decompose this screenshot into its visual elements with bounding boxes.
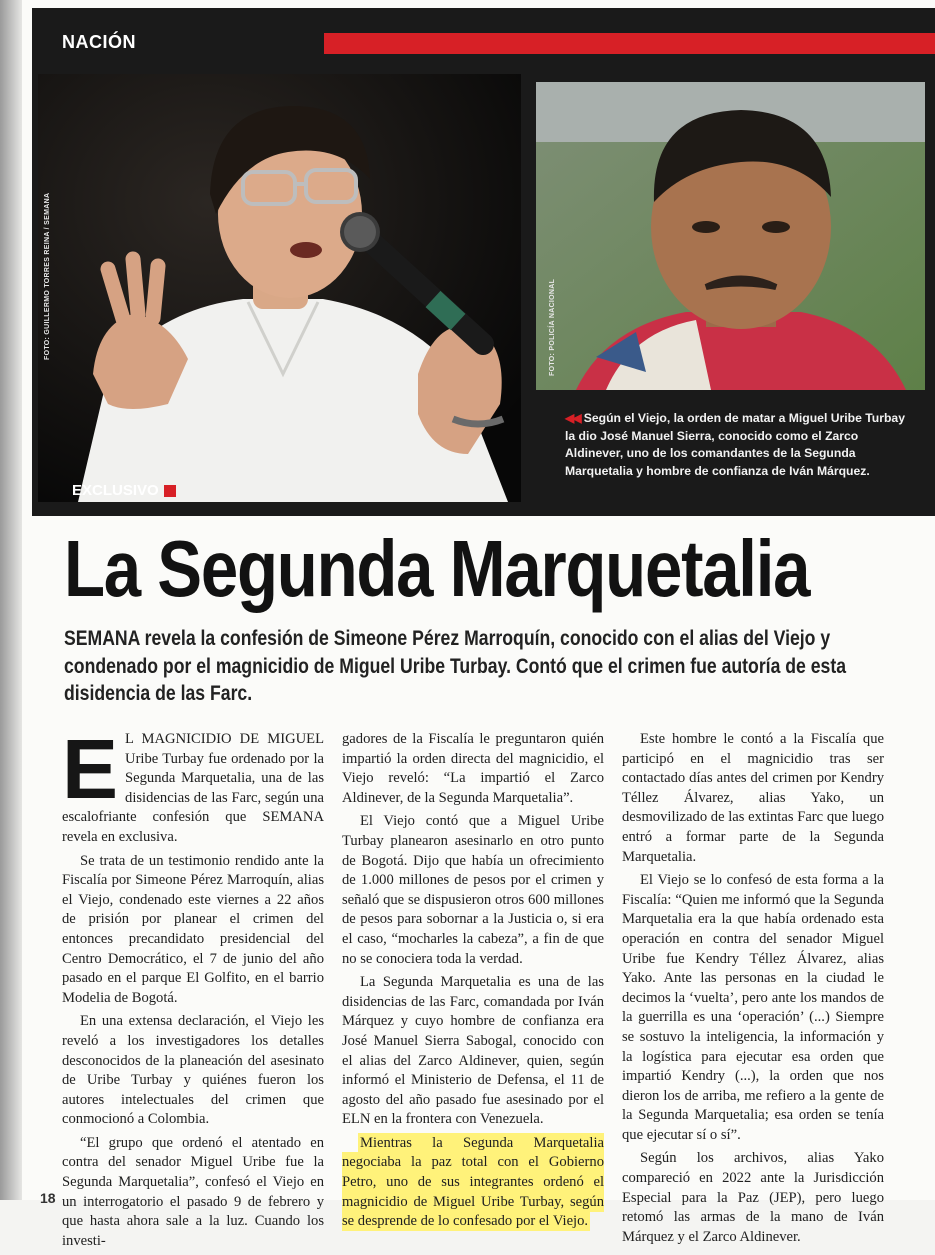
caption-text: Según el Viejo, la orden de matar a Miguel Uribe Turbay la dio José Manuel Sierra, conocido como el Zarco Aldinever, uno de los comandantes de la Segunda Marquetalia y hombre de confianza de Iván Márquez. [565, 411, 905, 478]
photo-senator-speaking [38, 74, 521, 502]
article-column-3 [622, 730, 884, 1251]
paragraph: El Viejo contó que a Miguel Uribe Turbay planearon asesinarlo en otro punto de Bogotá. Dijo que había un ofrecimiento de 1.000 millones de pesos por el crimen y señaló que se dispusieron otros 600 millones de pesos para sobornar a la Justicia o, si era el caso, “mocharles la cabeza”, a fin de que no se conociera toda la verdad. [342, 813, 604, 967]
drop-cap: E [62, 722, 119, 816]
paragraph: En una extensa declaración, el Viejo les reveló a los investigadores los detalles desconocidos de la planeación del asesinato de Uribe Turbay y quiénes fueron los autores intelectuales del crimen que conmocionó a Colombia. [62, 1013, 324, 1128]
section-rule [324, 33, 935, 54]
photo-credit-left: FOTO: GUILLERMO TORRES REINA / SEMANA [44, 192, 51, 360]
lead-text: L MAGNICIDIO DE MIGUEL Uribe Turbay fue ordenado por la Segunda Marquetalia, una de las disidencias de las Farc, según una escalofriante confesión que SEMANA revela en exclusiva. [62, 731, 324, 845]
red-square-icon [164, 485, 176, 497]
paragraph: El Viejo se lo confesó de esta forma a la Fiscalía: “Quien me informó que la Segunda Marquetalia era la que había ordenado esta operación en contra del senador Miguel Uribe fue Kendry Téllez Álvarez, alias Yako. Ante las personas en la ciudad le decimos la ‘vuelta’, pero ante los mandos de la guerrilla es una ‘operación’ (...) Siempre se sostuvo la inteligencia, la información y la logística para ejecutar esa orden que impartió Kendry (...), la orden que nos dieron los de arriba, me refiero a la gente de la Segunda Marquetalia; esa orden se tenía que ejecutar sí o sí”. [622, 872, 884, 1143]
headline: La Segunda Marquetalia [64, 524, 810, 613]
page-fold-shadow [0, 0, 22, 1200]
caption-arrows-icon: ◀◀ [565, 411, 580, 425]
paragraph: Este hombre le contó a la Fiscalía que participó en el magnicidio tras ser contactado días antes del crimen por Kendry Téllez Álvarez, alias Yako, un desmovilizado de las extintas Farc que luego entró a formar parte de la Segunda Marquetalia. [622, 731, 884, 865]
photo-caption [565, 410, 905, 480]
paragraph: gadores de la Fiscalía le preguntaron quién impartió la orden directa del magnicidio, el Viejo reveló: “La impartió el Zarco Aldinever, de la Segunda Marquetalia”. [342, 731, 604, 806]
senator-illustration [38, 74, 521, 502]
highlighted-text: Mientras la Segunda Marquetalia negociaba la paz total con el Gobierno Petro, uno de sus integrantes ordenó el magnicidio de Miguel Uribe Turbay, según se desprende de lo confesado por el Viejo. [342, 1134, 604, 1230]
paragraph: “El grupo que ordenó el atentado en contra del senador Miguel Uribe fue la Segunda Marquetalia”, confesó el Viejo en un interrogatorio el pasado 9 de febrero y que hasta ahora sale a la luz. Cuando los investi- [62, 1134, 324, 1249]
portrait-illustration [536, 82, 925, 390]
paragraph: Según los archivos, alias Yako compareció en 2022 ante la Jurisdicción Especial para la Paz (JEP), pero luego retomó las armas de la mano de Iván Márquez y el Zarco Aldinever. [622, 1150, 884, 1245]
paragraph: La Segunda Marquetalia es una de las disidencias de las Farc, comandada por Iván Márquez y cuyo hombre de confianza era José Manuel Sierra Sabogal, conocido con el alias del Zarco Aldinever, quien, según informó el Ministerio de Defensa, el 11 de agosto del año pasado fue asesinado por el ELN en la frontera con Venezuela. [342, 974, 604, 1128]
page-number: 18 [40, 1190, 56, 1206]
photo-credit-right: FOTO: POLICÍA NACIONAL [549, 278, 556, 376]
lead-paragraph [62, 722, 324, 848]
highlighted-paragraph [342, 1134, 604, 1232]
deck-summary: SEMANA revela la confesión de Simeone Pérez Marroquín, conocido con el alias del Viejo y condenado por el magnicidio de Miguel Uribe Turbay. Contó que el crimen fue autoría de esta disidencia de las Farc. [64, 626, 847, 705]
exclusive-label: EXCLUSIVO [72, 482, 159, 499]
section-label: NACIÓN [62, 32, 136, 52]
exclusive-badge [72, 482, 176, 499]
article-column-1 [62, 722, 324, 1255]
paragraph: Se trata de un testimonio rendido ante la Fiscalía por Simeone Pérez Marroquín, alias el Viejo, condenado este viernes a 22 años de prisión por planear el crimen del entonces precandidato presidencial del Centro Democrático, el 7 de junio del año pasado en el parque El Golfito, en el barrio Modelia de Bogotá. [62, 852, 324, 1006]
magazine-page [22, 0, 935, 1249]
article-column-2 [342, 730, 604, 1236]
photo-zarco-aldinever [536, 82, 925, 390]
